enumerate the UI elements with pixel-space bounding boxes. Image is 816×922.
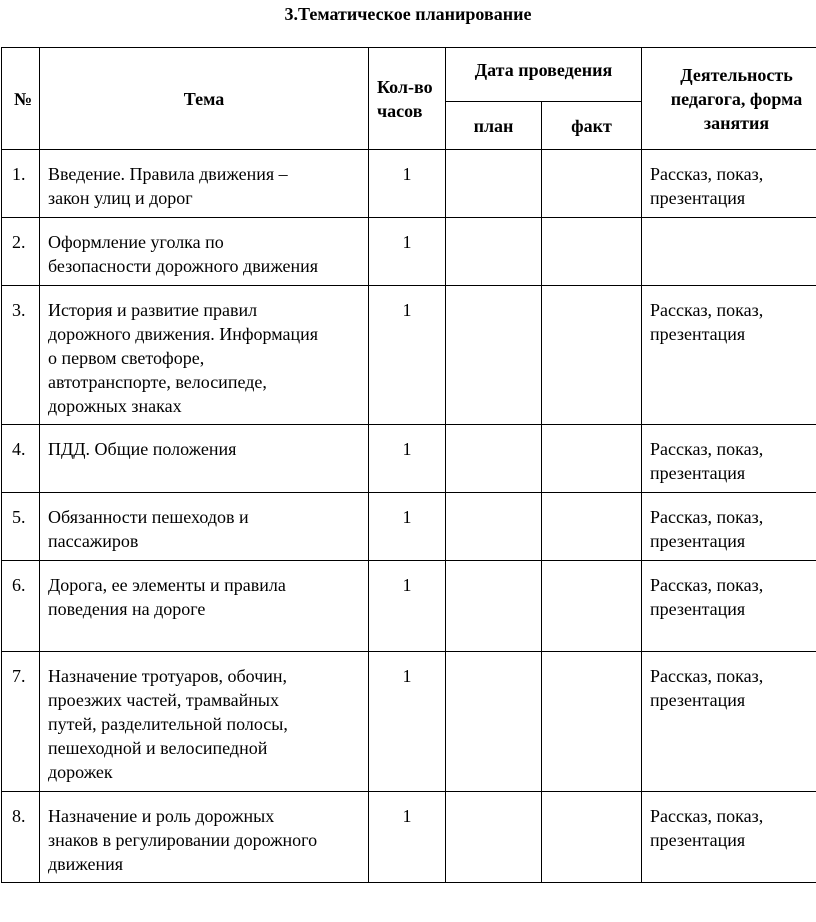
row-number: 6.	[2, 561, 40, 652]
row-topic	[40, 792, 369, 883]
row-plan-date	[446, 792, 542, 883]
row-number: 8.	[2, 792, 40, 883]
row-plan-date	[446, 652, 542, 792]
header-hours-line1: Кол-во	[377, 76, 433, 97]
activity-line: презентация	[650, 324, 746, 344]
row-hours: 1	[369, 286, 446, 425]
row-fact-date	[542, 286, 642, 425]
topic-line: поведения на дороге	[48, 599, 206, 619]
row-plan-date	[446, 150, 542, 218]
topic-line: дорожного движения. Информация	[48, 324, 319, 344]
topic-line: знаков в регулировании дорожного	[48, 830, 318, 850]
activity-line: Рассказ, показ,	[650, 575, 764, 595]
topic-line: Оформление уголка по	[48, 232, 224, 252]
activity-line: Рассказ, показ,	[650, 806, 764, 826]
row-number: 1.	[2, 150, 40, 218]
table-row	[2, 493, 816, 561]
table-row	[2, 150, 816, 218]
table-row	[2, 425, 816, 493]
topic-line: безопасности дорожного движения	[48, 256, 319, 276]
topic-line: автотранспорте, велосипеде,	[48, 372, 267, 392]
row-fact-date	[542, 218, 642, 286]
row-plan-date	[446, 218, 542, 286]
header-activity-line3: занятия	[703, 112, 770, 133]
row-topic	[40, 286, 369, 425]
topic-line: пешеходной и велосипедной	[48, 738, 268, 758]
row-activity	[642, 425, 816, 493]
activity-line: презентация	[650, 463, 746, 483]
header-hours-line2: часов	[377, 100, 423, 121]
row-activity	[642, 561, 816, 652]
activity-line: презентация	[650, 531, 746, 551]
table-row	[2, 652, 816, 792]
activity-line: Рассказ, показ,	[650, 666, 764, 686]
table-row	[2, 286, 816, 425]
topic-line: закон улиц и дорог	[48, 188, 193, 208]
planning-table	[1, 47, 816, 883]
row-fact-date	[542, 425, 642, 493]
row-activity	[642, 792, 816, 883]
activity-line: презентация	[650, 188, 746, 208]
row-activity	[642, 652, 816, 792]
row-topic	[40, 425, 369, 493]
page-title: 3.Тематическое планирование	[284, 4, 532, 24]
topic-line: Дорога, ее элементы и правила	[48, 575, 286, 595]
activity-line: Рассказ, показ,	[650, 300, 764, 320]
topic-line: проезжих частей, трамвайных	[48, 690, 280, 710]
row-hours: 1	[369, 561, 446, 652]
row-number: 5.	[2, 493, 40, 561]
row-plan-date	[446, 425, 542, 493]
table-row	[2, 561, 816, 652]
row-fact-date	[542, 150, 642, 218]
header-topic: Тема	[40, 48, 369, 150]
topic-line: дорожных знаках	[48, 396, 182, 416]
row-number: 3.	[2, 286, 40, 425]
topic-line: пассажиров	[48, 531, 139, 551]
topic-line: дорожек	[48, 762, 113, 782]
topic-line: Назначение тротуаров, обочин,	[48, 666, 288, 686]
header-number: №	[2, 48, 40, 150]
topic-line: движения	[48, 854, 124, 874]
row-topic	[40, 493, 369, 561]
row-topic	[40, 150, 369, 218]
table-row	[2, 218, 816, 286]
row-number: 7.	[2, 652, 40, 792]
row-activity	[642, 493, 816, 561]
row-number: 4.	[2, 425, 40, 493]
row-fact-date	[542, 652, 642, 792]
row-hours: 1	[369, 218, 446, 286]
activity-line: презентация	[650, 690, 746, 710]
row-hours: 1	[369, 792, 446, 883]
header-fact: факт	[542, 102, 642, 150]
activity-line: Рассказ, показ,	[650, 164, 764, 184]
row-fact-date	[542, 561, 642, 652]
row-hours: 1	[369, 652, 446, 792]
header-date: Дата проведения	[446, 48, 642, 102]
row-activity	[642, 286, 816, 425]
row-plan-date	[446, 286, 542, 425]
topic-line: Обязанности пешеходов и	[48, 507, 249, 527]
row-number: 2.	[2, 218, 40, 286]
row-hours: 1	[369, 493, 446, 561]
row-topic	[40, 218, 369, 286]
topic-line: Назначение и роль дорожных	[48, 806, 275, 826]
header-hours	[369, 48, 446, 150]
activity-line: презентация	[650, 599, 746, 619]
row-topic	[40, 561, 369, 652]
row-fact-date	[542, 493, 642, 561]
row-hours: 1	[369, 150, 446, 218]
topic-line: ПДД. Общие положения	[48, 439, 237, 459]
topic-line: путей, разделительной полосы,	[48, 714, 288, 734]
header-activity	[642, 48, 816, 150]
row-activity	[642, 218, 816, 286]
header-plan: план	[446, 102, 542, 150]
header-activity-line1: Деятельность	[680, 64, 793, 85]
row-plan-date	[446, 561, 542, 652]
row-fact-date	[542, 792, 642, 883]
activity-line: Рассказ, показ,	[650, 439, 764, 459]
row-activity	[642, 150, 816, 218]
header-activity-line2: педагога, форма	[670, 88, 803, 109]
topic-line: о первом светофоре,	[48, 348, 205, 368]
row-hours: 1	[369, 425, 446, 493]
activity-line: Рассказ, показ,	[650, 507, 764, 527]
row-plan-date	[446, 493, 542, 561]
table-row	[2, 792, 816, 883]
row-topic	[40, 652, 369, 792]
activity-line: презентация	[650, 830, 746, 850]
topic-line: Введение. Правила движения –	[48, 164, 288, 184]
topic-line: История и развитие правил	[48, 300, 258, 320]
